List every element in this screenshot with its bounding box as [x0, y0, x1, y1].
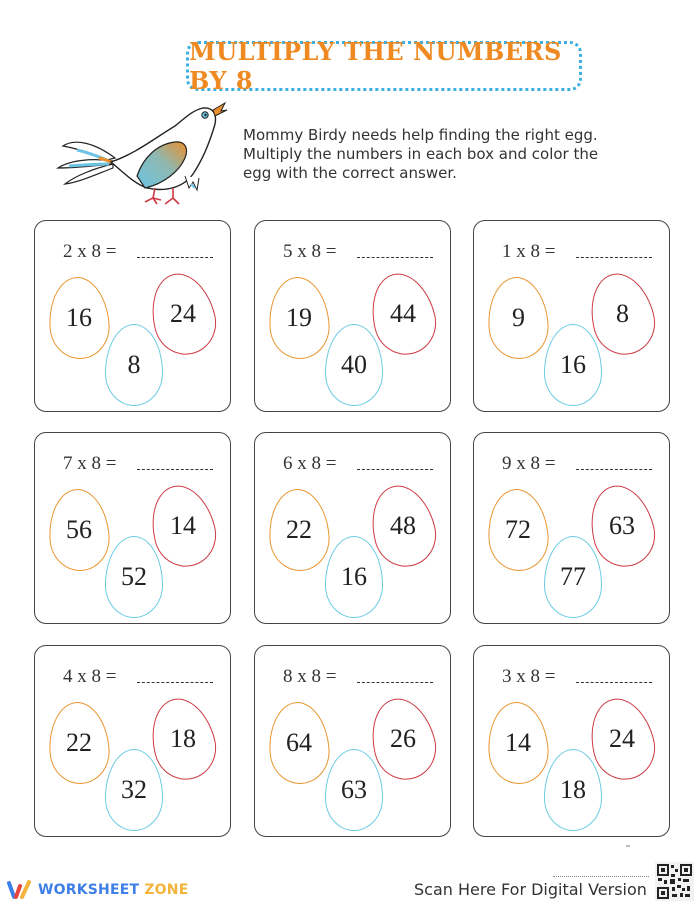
answer-blank[interactable]: [357, 682, 433, 683]
egg-number: 63: [341, 775, 367, 804]
egg-middle[interactable]: [105, 536, 163, 618]
problem-box-3: [473, 220, 670, 412]
problem-box-7: [34, 645, 231, 837]
egg-number: 44: [390, 299, 416, 328]
logo-word-worksheet: WORKSHEET: [38, 882, 140, 898]
equation: 5 x 8 =: [283, 241, 337, 262]
egg-middle[interactable]: [105, 324, 163, 406]
egg-left[interactable]: [485, 487, 551, 573]
answer-blank[interactable]: [357, 469, 433, 470]
egg-number: 9: [511, 303, 525, 332]
page-mark: [626, 845, 630, 847]
equation: 8 x 8 =: [283, 666, 337, 687]
egg-number: 14: [505, 728, 531, 757]
instruction-line: egg with the correct answer.: [243, 164, 457, 182]
egg-left[interactable]: [46, 487, 112, 573]
egg-number: 52: [121, 562, 147, 591]
problem-box-2: [254, 220, 451, 412]
instruction-line: Mommy Birdy needs help finding the right egg.: [243, 126, 598, 144]
worksheetzone-logo[interactable]: [7, 880, 188, 900]
logo-word-zone: ZONE: [144, 882, 189, 898]
answer-blank[interactable]: [576, 682, 652, 683]
egg-number: 32: [121, 775, 147, 804]
egg-middle[interactable]: [544, 749, 602, 831]
egg-number: 19: [286, 303, 312, 332]
egg-number: 64: [286, 728, 312, 757]
equation: 4 x 8 =: [63, 666, 117, 687]
egg-middle[interactable]: [325, 324, 383, 406]
egg-number: 24: [170, 299, 196, 328]
problem-box-6: [473, 432, 670, 624]
egg-number: 40: [341, 350, 367, 379]
egg-left[interactable]: [266, 487, 332, 573]
egg-number: 8: [615, 299, 629, 328]
title-banner: [186, 37, 582, 95]
equation: 3 x 8 =: [502, 666, 556, 687]
answer-blank[interactable]: [357, 257, 433, 258]
problem-box-4: [34, 432, 231, 624]
egg-number: 22: [66, 728, 92, 757]
egg-left[interactable]: [46, 275, 112, 361]
egg-left[interactable]: [266, 700, 332, 786]
problem-box-8: [254, 645, 451, 837]
equation: 1 x 8 =: [502, 241, 556, 262]
egg-number: 16: [560, 350, 586, 379]
answer-blank[interactable]: [137, 469, 213, 470]
answer-blank[interactable]: [137, 257, 213, 258]
scan-text: Scan Here For Digital Version: [414, 880, 647, 899]
equation: 2 x 8 =: [63, 241, 117, 262]
egg-left[interactable]: [485, 275, 551, 361]
bird-icon: [55, 98, 230, 210]
egg-left[interactable]: [46, 700, 112, 786]
egg-middle[interactable]: [105, 749, 163, 831]
egg-middle[interactable]: [325, 536, 383, 618]
egg-middle[interactable]: [325, 749, 383, 831]
egg-number: 16: [341, 562, 367, 591]
egg-number: 26: [390, 724, 416, 753]
equation: 6 x 8 =: [283, 453, 337, 474]
egg-number: 8: [127, 350, 141, 379]
equation: 7 x 8 =: [63, 453, 117, 474]
logo-text: [38, 882, 188, 898]
scan-divider: [553, 876, 649, 877]
answer-blank[interactable]: [137, 682, 213, 683]
egg-number: 48: [390, 511, 416, 540]
egg-number: 56: [66, 515, 92, 544]
answer-blank[interactable]: [576, 469, 652, 470]
egg-number: 18: [560, 775, 586, 804]
egg-number: 16: [66, 303, 92, 332]
egg-middle[interactable]: [544, 536, 602, 618]
egg-number: 77: [560, 562, 586, 591]
problem-box-5: [254, 432, 451, 624]
qr-code-icon[interactable]: [655, 862, 694, 901]
egg-number: 14: [170, 511, 196, 540]
answer-blank[interactable]: [576, 257, 652, 258]
problem-box-9: [473, 645, 670, 837]
page-title: MULTIPLY THE NUMBERS BY 8: [189, 37, 562, 95]
instructions: [243, 126, 643, 183]
egg-left[interactable]: [485, 700, 551, 786]
egg-number: 72: [505, 515, 531, 544]
egg-middle[interactable]: [544, 324, 602, 406]
egg-number: 22: [286, 515, 312, 544]
instruction-line: Multiply the numbers in each box and color the: [243, 145, 599, 163]
egg-number: 24: [609, 724, 635, 753]
worksheetzone-logo-icon: [7, 880, 33, 900]
problem-box-1: [34, 220, 231, 412]
egg-number: 18: [170, 724, 196, 753]
equation: 9 x 8 =: [502, 453, 556, 474]
egg-number: 63: [609, 511, 635, 540]
egg-left[interactable]: [266, 275, 332, 361]
